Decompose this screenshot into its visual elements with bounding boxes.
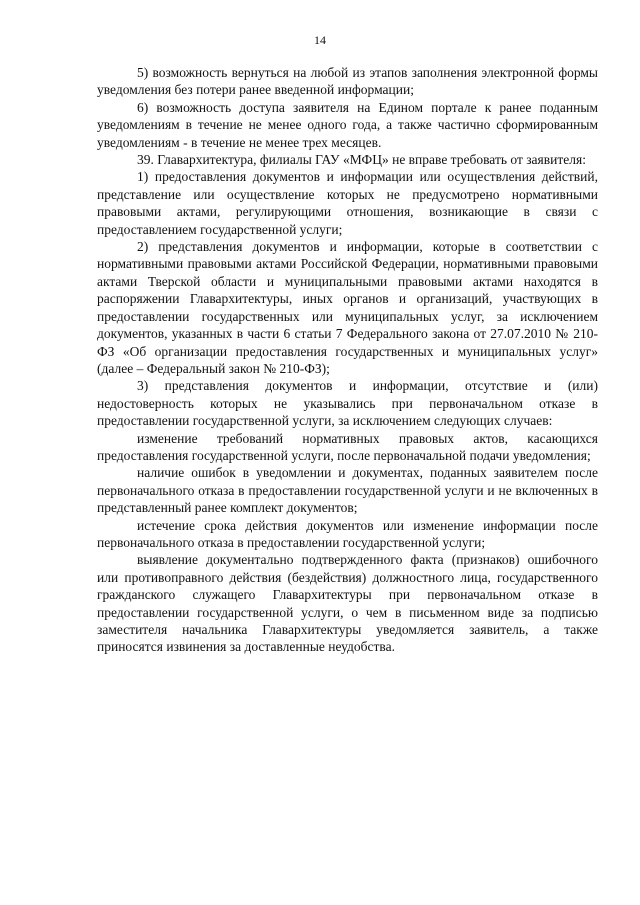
document-body	[97, 64, 598, 656]
paragraph-case-requirements-change: изменение требований нормативных правовых актов, касающихся предоставления государственной услуги, после первоначальной подачи уведомления;	[97, 430, 598, 463]
paragraph-subitem-1: 1) предоставления документов и информации или осуществления действий, представление или осуществление которых не предусмотрено нормативными правовыми актами, регулирующими отношения, возникающие в связи с предоставлением государственной услуги;	[97, 169, 598, 237]
paragraph-subitem-3: 3) представления документов и информации, отсутствие и (или) недостоверность которых не указывались при первоначальном отказе в предоставлении государственной услуги, за исключением следующих случаев:	[97, 378, 598, 429]
paragraph-case-misconduct: выявление документально подтвержденного факта (признаков) ошибочного или противоправного действия (бездействия) должностного лица, государственного гражданского служащего Главархитектуры при первоначальном отказе в предоставлении государственной услуги, о чем в письменном виде за подписью заместителя начальника Главархитектуры уведомляется заявитель, а также приносятся извинения за доставленные неудобства.	[97, 552, 598, 655]
paragraph-item-6: 6) возможность доступа заявителя на Едином портале к ранее поданным уведомлениям в течение не менее одного года, а также частично сформированным уведомлениям - в течение не менее трех месяцев.	[97, 99, 598, 150]
paragraph-item-5: 5) возможность вернуться на любой из этапов заполнения электронной формы уведомления без потери ранее введенной информации;	[97, 65, 598, 98]
paragraph-case-errors: наличие ошибок в уведомлении и документах, поданных заявителем после первоначального отказа в предоставлении государственной услуги и не включенных в представленный ранее комплект документов;	[97, 465, 598, 516]
page-number: 14	[314, 33, 326, 47]
paragraph-subitem-2: 2) представления документов и информации, которые в соответствии с нормативными правовыми актами Российской Федерации, нормативными правовыми актами Тверской области и муниципальными правовыми актами находятся в распоряжении Главархитектуры, иных органов и организаций, участвующих в предоставлении государственных или муниципальных услуг, за исключением документов, указанных в части 6 статьи 7 Федерального закона от 27.07.2010 № 210-ФЗ «Об организации предоставления государственных и муниципальных услуг» (далее – Федеральный закон № 210-ФЗ);	[97, 239, 598, 376]
paragraph-clause-39: 39. Главархитектура, филиалы ГАУ «МФЦ» не вправе требовать от заявителя:	[137, 152, 586, 168]
paragraph-case-expiry: истечение срока действия документов или изменение информации после первоначального отказа в предоставлении государственной услуги;	[97, 517, 598, 550]
